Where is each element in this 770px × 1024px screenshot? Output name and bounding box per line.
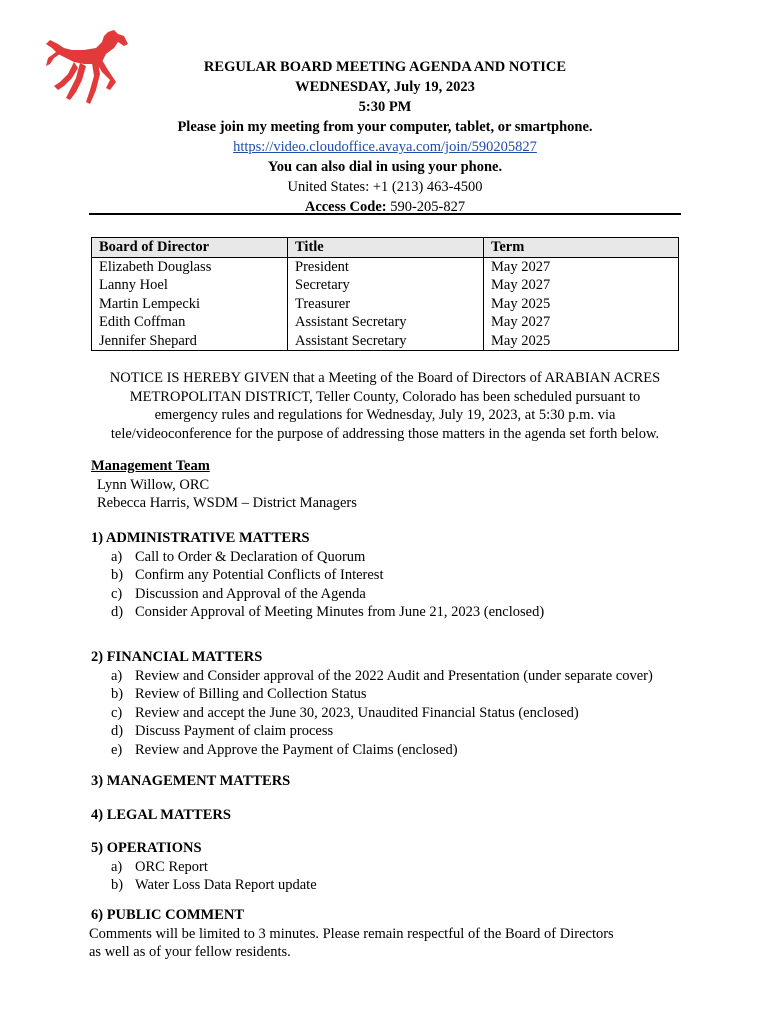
item-label: a) [111,548,123,565]
section-title: 1) ADMINISTRATIVE MATTERS [91,530,310,546]
director-title: Secretary [288,276,484,295]
notice-line: tele/videoconference for the purpose of addressing those matters in the agenda set forth below. [110,426,660,443]
item-text: Review and Consider approval of the 2022 Audit and Presentation (under separate cover) [135,667,653,684]
director-title: Assistant Secretary [288,313,484,332]
list-item [91,566,544,585]
notice-line: METROPOLITAN DISTRICT, Teller County, Colorado has been scheduled pursuant to [129,388,641,405]
board-table-header [92,238,679,258]
table-row [92,295,679,314]
director-term: May 2027 [484,257,679,276]
management-title: Management Team [91,458,210,474]
list-item [91,585,544,604]
item-text: Call to Order & Declaration of Quorum [135,548,366,565]
list-item [91,741,653,760]
item-label: b) [111,877,124,893]
table-row [92,276,679,295]
list-item [91,704,653,723]
col-title: Title [288,238,484,258]
section-administrative-matters [91,529,544,622]
director-name: Lanny Hoel [92,276,288,295]
director-term: May 2025 [484,295,679,314]
public-comment-line: Comments will be limited to 3 minutes. Please remain respectful of the Board of Directors [89,925,614,942]
dial-text: You can also dial in using your phone. [267,159,503,175]
section-title: 3) MANAGEMENT MATTERS [91,773,291,789]
item-text: Discussion and Approval of the Agenda [135,585,366,602]
item-label: d) [111,723,124,739]
access-code-value: 590-205-827 [390,199,466,215]
table-row [92,257,679,276]
item-text: Review and Approve the Payment of Claims (enclosed) [135,741,458,758]
section-public-comment [91,906,691,962]
section-operations [91,839,317,895]
list-item [91,876,317,895]
list-item [91,603,544,622]
item-label: b) [111,686,124,702]
item-label: c) [111,585,123,602]
header-divider [89,213,681,215]
item-label: d) [111,604,124,620]
list-item [91,685,653,704]
director-term: May 2027 [484,313,679,332]
director-name: Jennifer Shepard [92,332,288,351]
item-text: Confirm any Potential Conflicts of Interest [135,567,384,583]
item-text: Review and accept the June 30, 2023, Unaudited Financial Status (enclosed) [135,704,579,721]
item-text: Review of Billing and Collection Status [135,686,367,702]
notice-line: NOTICE IS HEREBY GIVEN that a Meeting of the Board of Directors of ARABIAN ACRES [109,370,661,386]
item-text: Consider Approval of Meeting Minutes from June 21, 2023 (enclosed) [135,604,545,620]
section-title: 5) OPERATIONS [91,840,202,856]
director-title: Assistant Secretary [288,332,484,351]
section-financial-matters [91,648,653,759]
notice-paragraph [80,369,690,444]
meeting-time: 5:30 PM [358,99,412,115]
director-term: May 2025 [484,332,679,351]
item-label: b) [111,567,124,583]
section-management-matters [91,772,290,791]
item-text: Water Loss Data Report update [135,877,317,893]
meeting-header [0,57,770,217]
table-row [92,332,679,351]
phone-number: United States: +1 (213) 463-4500 [287,179,483,195]
list-item [91,548,544,567]
director-name: Martin Lempecki [92,295,288,314]
col-term: Term [484,238,679,258]
item-label: a) [111,858,123,875]
list-item [91,858,317,877]
item-text: ORC Report [135,858,208,875]
list-item [91,667,653,686]
section-title: 6) PUBLIC COMMENT [91,907,245,923]
section-title: 4) LEGAL MATTERS [91,807,231,823]
item-label: c) [111,704,123,721]
manager-line: Lynn Willow, ORC [97,476,210,493]
join-link[interactable]: https://video.cloudoffice.avaya.com/join/590205827 [233,139,537,155]
section-legal-matters [91,806,231,825]
item-label: a) [111,667,123,684]
access-code-label: Access Code: [304,199,387,215]
director-term: May 2027 [484,276,679,295]
public-comment-line: as well as of your fellow residents. [89,944,291,960]
item-text: Discuss Payment of claim process [135,723,334,739]
table-row [92,313,679,332]
section-title: 2) FINANCIAL MATTERS [91,649,263,665]
notice-line: emergency rules and regulations for Wednesday, July 19, 2023, at 5:30 p.m. via [154,407,616,424]
management-team [91,457,357,513]
list-item [91,722,653,741]
director-name: Elizabeth Douglass [92,257,288,276]
director-title: President [288,257,484,276]
director-name: Edith Coffman [92,313,288,332]
board-table [91,237,679,351]
director-title: Treasurer [288,295,484,314]
item-label: e) [111,741,123,758]
meeting-title: REGULAR BOARD MEETING AGENDA AND NOTICE [203,59,567,75]
manager-line: Rebecca Harris, WSDM – District Managers [97,495,357,511]
join-text: Please join my meeting from your computer, tablet, or smartphone. [177,119,593,135]
meeting-date: WEDNESDAY, July 19, 2023 [295,79,475,95]
col-board-of-director: Board of Director [92,238,288,258]
